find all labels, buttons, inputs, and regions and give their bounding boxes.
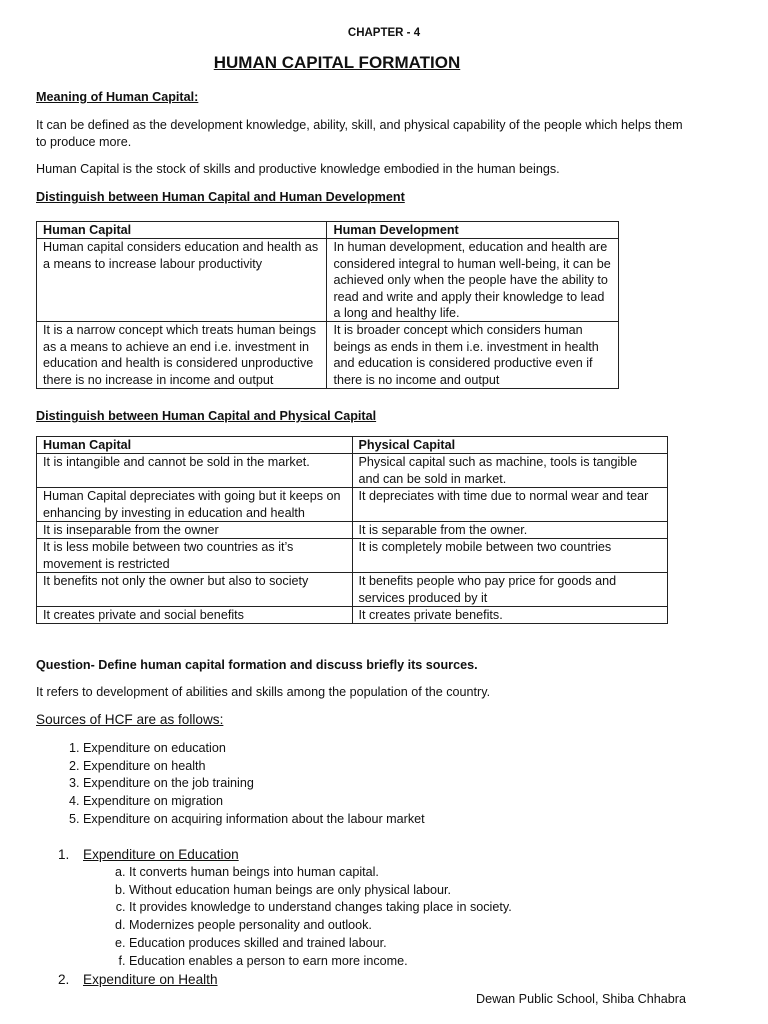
table-cell: It benefits people who pay price for goods and services produced by it — [352, 573, 668, 607]
education-points-list — [104, 864, 512, 970]
table-cell: It is separable from the owner. — [352, 522, 668, 539]
table-cell: It is a narrow concept which treats human beings as a means to achieve an end i.e. investment in education and health is considered unproductive there is no increase in income and output — [37, 322, 327, 389]
table-cell: Human capital considers education and health as a means to increase labour productivity — [37, 239, 327, 322]
human-capital-vs-development-table — [36, 221, 619, 389]
question-text: Question- Define human capital formation and discuss briefly its sources. — [36, 658, 478, 672]
health-number: 2. — [58, 972, 70, 987]
table2-heading: Distinguish between Human Capital and Physical Capital — [36, 409, 377, 423]
education-heading-text: Expenditure on Education — [83, 847, 239, 862]
list-item: b. Without education human beings are only physical labour. — [129, 882, 512, 900]
meaning-paragraph-1: It can be defined as the development knowledge, ability, skill, and physical capability of the people which helps them to produce more. — [36, 118, 683, 149]
table-cell: Human Capital depreciates with going but it keeps on enhancing by investing in education and health — [37, 488, 353, 522]
list-item: c. It provides knowledge to understand changes taking place in society. — [129, 899, 512, 917]
education-number: 1. — [58, 847, 70, 862]
meaning-heading: Meaning of Human Capital: — [36, 90, 199, 104]
table-row — [37, 239, 619, 322]
list-item: 1. Expenditure on education — [83, 740, 425, 758]
table-header-cell: Human Development — [327, 222, 619, 239]
sources-heading: Sources of HCF are as follows: — [36, 712, 224, 727]
table-cell: In human development, education and health are considered integral to human well-being, it can be achieved only when the people have the ability to read and write and apply their knowledge to lead a long and healthy life. — [327, 239, 619, 322]
chapter-label: CHAPTER - 4 — [347, 27, 421, 39]
table-cell: It is intangible and cannot be sold in the market. — [37, 454, 353, 488]
table-row — [37, 322, 619, 389]
list-item: 3. Expenditure on the job training — [83, 775, 425, 793]
table-cell: It benefits not only the owner but also to society — [37, 573, 353, 607]
table-row — [37, 522, 668, 539]
list-item: 4. Expenditure on migration — [83, 793, 425, 811]
education-heading — [58, 847, 239, 864]
table-cell: It depreciates with time due to normal wear and tear — [352, 488, 668, 522]
table-cell: It is completely mobile between two countries — [352, 539, 668, 573]
table-header-row — [37, 222, 619, 239]
table-header-cell: Human Capital — [37, 437, 353, 454]
meaning-paragraph-2: Human Capital is the stock of skills and productive knowledge embodied in the human beings. — [36, 162, 560, 176]
sources-list — [40, 740, 425, 829]
table-row — [37, 454, 668, 488]
table-cell: It creates private and social benefits — [37, 607, 353, 624]
table-row — [37, 573, 668, 607]
table-row — [37, 539, 668, 573]
health-heading — [58, 972, 218, 989]
list-item: 2. Expenditure on health — [83, 758, 425, 776]
table-row — [37, 488, 668, 522]
table-header-cell: Human Capital — [37, 222, 327, 239]
list-item: f. Education enables a person to earn more income. — [129, 953, 512, 971]
table-header-row — [37, 437, 668, 454]
table-cell: It is less mobile between two countries as it’s movement is restricted — [37, 539, 353, 573]
list-item: a. It converts human beings into human capital. — [129, 864, 512, 882]
table-cell: Physical capital such as machine, tools is tangible and can be sold in market. — [352, 454, 668, 488]
human-vs-physical-capital-table — [36, 436, 668, 624]
list-item: d. Modernizes people personality and outlook. — [129, 917, 512, 935]
question-answer: It refers to development of abilities and skills among the population of the country. — [36, 685, 491, 699]
list-item: 5. Expenditure on acquiring information about the labour market — [83, 811, 425, 829]
page-footer: Dewan Public School, Shiba Chhabra — [475, 992, 686, 1006]
table-cell: It creates private benefits. — [352, 607, 668, 624]
table-cell: It is broader concept which considers human beings as ends in them i.e. investment in health and education is considered productive even if there is no income and output — [327, 322, 619, 389]
table1-heading: Distinguish between Human Capital and Human Development — [36, 190, 405, 204]
health-heading-text: Expenditure on Health — [83, 972, 218, 987]
page-title-text: HUMAN CAPITAL FORMATION — [213, 53, 461, 72]
list-item: e. Education produces skilled and trained labour. — [129, 935, 512, 953]
table-row — [37, 607, 668, 624]
table-header-cell: Physical Capital — [352, 437, 668, 454]
page-title — [0, 55, 722, 72]
table-cell: It is inseparable from the owner — [37, 522, 353, 539]
